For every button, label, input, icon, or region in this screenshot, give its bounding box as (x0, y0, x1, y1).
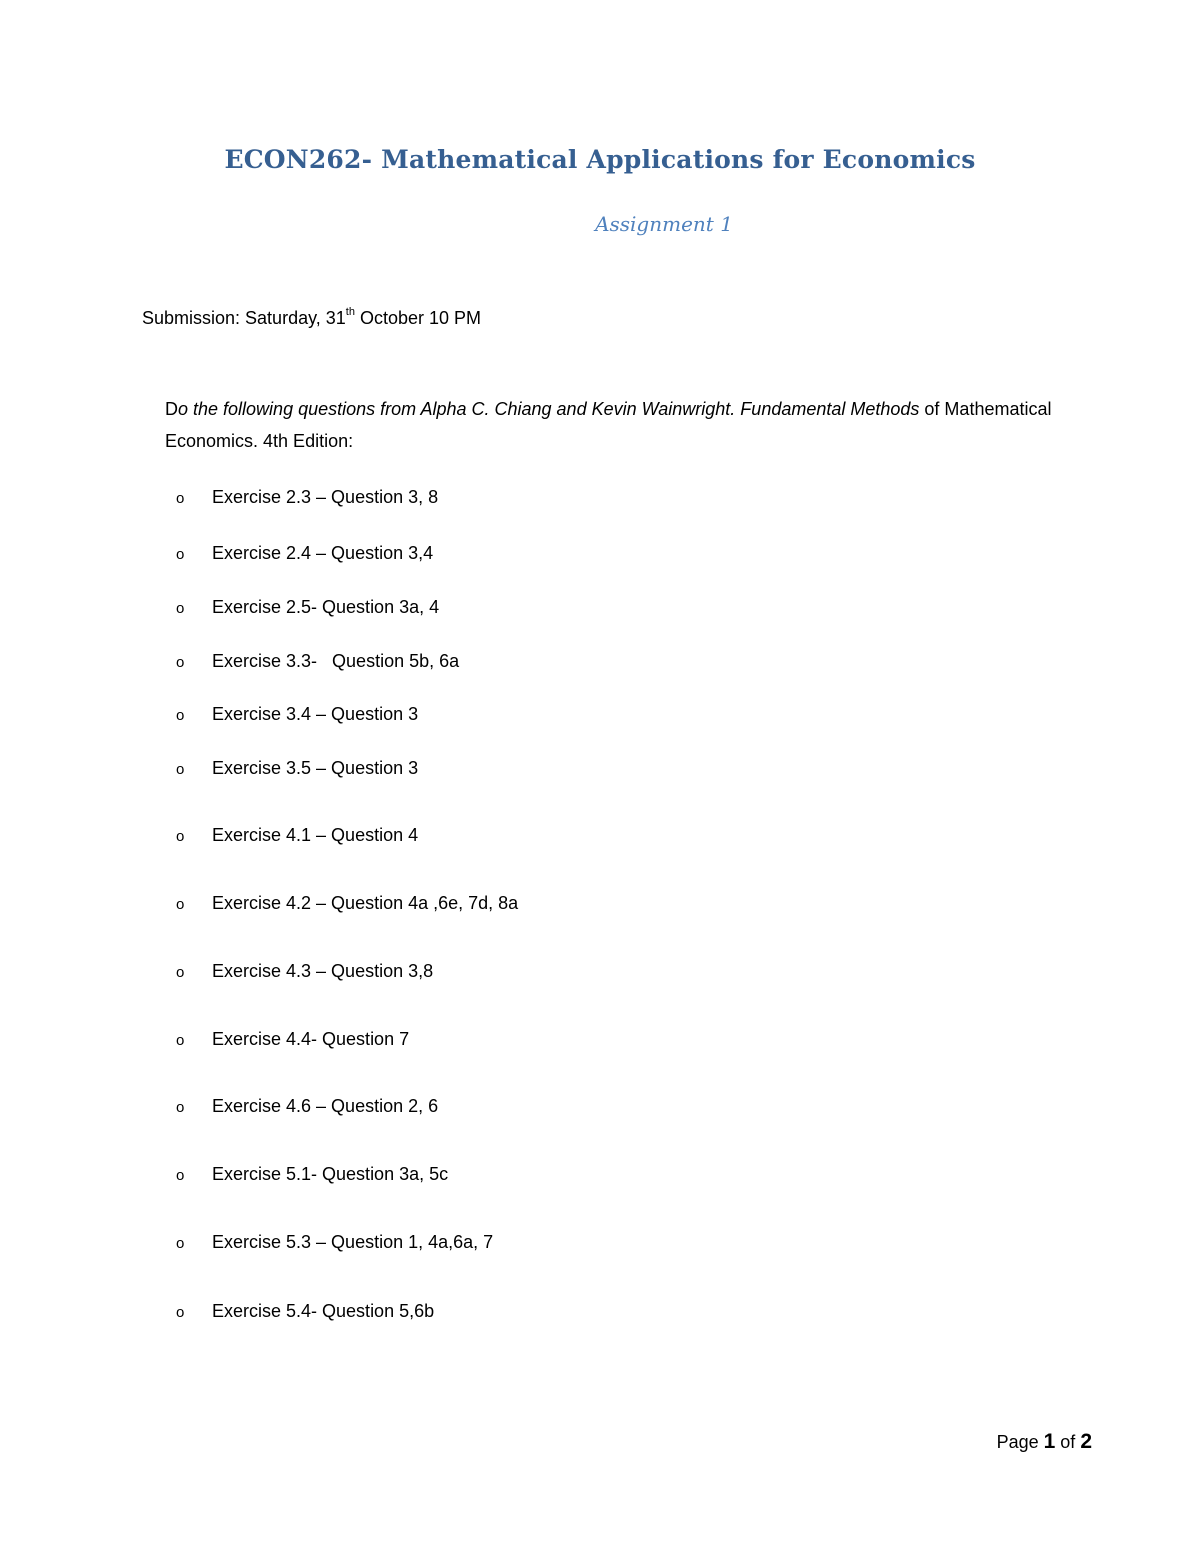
exercise-text: Exercise 3.5 – Question 3 (212, 758, 419, 778)
exercise-text: Exercise 4.2 – Question 4a ,6e, 7d, 8a (212, 893, 519, 913)
exercise-text: Exercise 5.1- Question 3a, 5c (212, 1164, 449, 1184)
page-current: 1 (1043, 1430, 1056, 1453)
bullet-icon: o (176, 896, 185, 913)
exercise-text: Exercise 2.3 – Question 3, 8 (212, 487, 439, 507)
submission-prefix: Submission: Saturday, 31 (142, 308, 346, 328)
list-item (176, 1161, 448, 1187)
bullet-icon: o (176, 600, 185, 617)
bullet-icon: o (176, 761, 185, 778)
list-item (176, 755, 418, 781)
bullet-icon: o (176, 1304, 185, 1321)
list-item (176, 540, 433, 566)
exercise-text: Exercise 3.3- Question 5b, 6a (212, 651, 460, 671)
instructions-paragraph (165, 393, 1065, 457)
exercise-text: Exercise 4.1 – Question 4 (212, 825, 419, 845)
exercise-text: Exercise 4.6 – Question 2, 6 (212, 1096, 439, 1116)
list-item (176, 958, 433, 984)
of-label: of (1055, 1432, 1081, 1452)
exercise-text: Exercise 5.3 – Question 1, 4a,6a, 7 (212, 1232, 494, 1252)
list-item (176, 1026, 409, 1052)
submission-suffix: October 10 PM (354, 308, 482, 328)
list-item (176, 890, 518, 916)
bullet-icon: o (176, 1235, 185, 1252)
bullet-icon: o (176, 964, 185, 981)
page-label: Page (996, 1432, 1044, 1452)
submission-superscript: th (345, 306, 355, 318)
list-item (176, 822, 418, 848)
bullet-icon: o (176, 1032, 185, 1049)
bullet-icon: o (176, 828, 185, 845)
bullet-icon: o (176, 490, 185, 507)
bullet-icon: o (176, 1099, 185, 1116)
exercise-text: Exercise 2.5- Question 3a, 4 (212, 597, 440, 617)
submission-line (142, 308, 481, 329)
bullet-icon: o (176, 1167, 185, 1184)
list-item (176, 1229, 493, 1255)
exercise-text: Exercise 4.3 – Question 3,8 (212, 961, 434, 981)
list-item (176, 484, 438, 510)
intro-italic-text: o the following questions from Alpha C. Chiang and Kevin Wainwright. Fundamental Methods (178, 399, 920, 419)
list-item (176, 1298, 434, 1324)
bullet-icon: o (176, 707, 185, 724)
list-item (176, 594, 439, 620)
intro-rest-text: of Mathematical Economics. 4th Edition: (165, 399, 1052, 451)
bullet-icon: o (176, 546, 185, 563)
list-item (176, 701, 418, 727)
bullet-icon: o (176, 654, 185, 671)
exercise-text: Exercise 4.4- Question 7 (212, 1029, 410, 1049)
page-number-footer (997, 1430, 1092, 1454)
list-item (176, 1093, 438, 1119)
assignment-subtitle: Assignment 1 (595, 212, 733, 236)
intro-lead: D (165, 399, 178, 419)
list-item (176, 648, 459, 674)
exercise-text: Exercise 3.4 – Question 3 (212, 704, 419, 724)
page-total: 2 (1080, 1430, 1092, 1453)
exercise-text: Exercise 5.4- Question 5,6b (212, 1301, 435, 1321)
exercise-text: Exercise 2.4 – Question 3,4 (212, 543, 434, 563)
document-title: ECON262- Mathematical Applications for Economics (224, 145, 976, 174)
